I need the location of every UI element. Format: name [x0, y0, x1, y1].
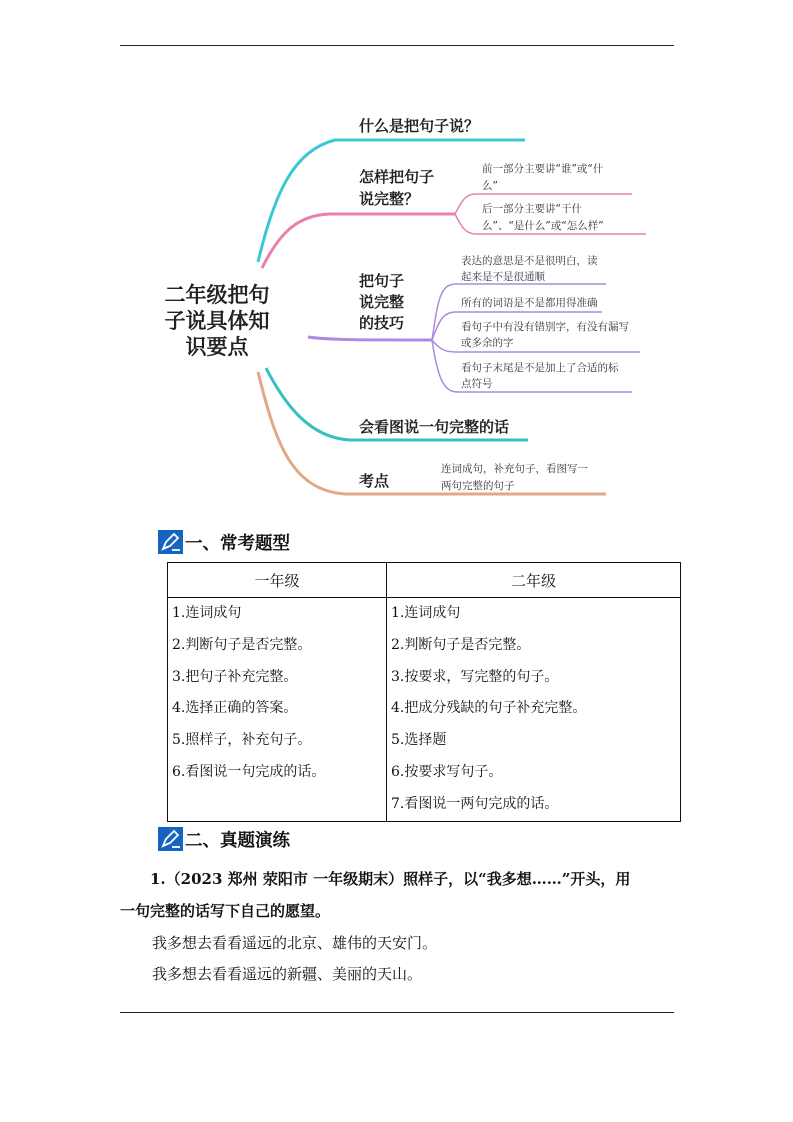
- mind-map: [0, 0, 793, 520]
- branch-3-item-1-line-2: 起来是不是很通顺: [461, 271, 545, 283]
- branch-line-3: [308, 337, 432, 340]
- table-header-grade-2: 二年级: [387, 563, 681, 598]
- section-1-heading: [158, 529, 290, 555]
- grade-1-list: [168, 598, 387, 822]
- section-1-title: 一、常考题型: [185, 533, 290, 554]
- grade-2-list: [387, 598, 681, 822]
- question-prompt-line-2: 一句完整的话写下自己的愿望。: [120, 902, 331, 920]
- list-item: 6.按要求写句子。: [391, 763, 503, 780]
- list-item: 5.照样子，补充句子。: [172, 732, 312, 749]
- branch-3-item-1-line-1: 表达的意思是不是很明白，读: [461, 255, 598, 267]
- list-item: 1.连词成句: [172, 605, 242, 621]
- section-2-title: 二、真题演练: [185, 830, 290, 851]
- list-item: 7.看图说一两句完成的话。: [391, 795, 559, 812]
- list-item: 4.选择正确的答案。: [172, 700, 298, 717]
- branch-4-label: 会看图说一句完整的话: [359, 418, 510, 436]
- branch-2-label-1: 怎样把句子: [359, 168, 435, 186]
- table-header-grade-1: 一年级: [168, 563, 387, 598]
- branch-2-item-2-line-1: 后一部分主要讲“干什: [482, 203, 582, 215]
- bottom-rule: [120, 1012, 674, 1013]
- list-item: 5.选择题: [391, 732, 447, 749]
- list-item: 2.判断句子是否完整。: [391, 636, 531, 653]
- list-item: 2.判断句子是否完整。: [172, 636, 312, 653]
- example-sentence-1: 我多想去看看遥远的北京、雄伟的天安门。: [152, 934, 438, 952]
- branch-3-label-2: 说完整: [359, 293, 405, 311]
- list-item: 6.看图说一句完成的话。: [172, 763, 326, 780]
- branch-3-item-2-line-1: 所有的词语是不是都用得准确: [461, 297, 598, 309]
- center-topic-line-1: 二年级把句: [164, 283, 270, 307]
- question-types-table: [167, 562, 681, 822]
- branch-3-label-1: 把句子: [359, 272, 405, 290]
- branch-2-item-1-line-1: 前一部分主要讲“谁”或“什: [482, 163, 604, 175]
- branch-5-label: 考点: [359, 472, 390, 490]
- center-topic-line-3: 识要点: [185, 335, 249, 359]
- pen-icon: [158, 530, 183, 554]
- branch-2-label-2: 说完整？: [359, 190, 420, 208]
- branch-line-2: [262, 214, 455, 268]
- section-2-heading: [158, 826, 290, 852]
- example-sentence-2: 我多想去看看遥远的新疆、美丽的天山。: [152, 965, 423, 983]
- list-item: 3.按要求，写完整的句子。: [391, 668, 559, 685]
- branch-5-item-line-1: 连词成句，补充句子，看图写一: [441, 463, 588, 475]
- branch-3-item-3-line-2: 或多余的字: [461, 337, 514, 349]
- branch-2-item-2-line-2: 么”、“是什么”或“怎么样”: [482, 220, 604, 232]
- list-item: 3.把句子补充完整。: [172, 668, 298, 685]
- branch-3-item-4-line-2: 点符号: [461, 378, 493, 390]
- list-item: 1.连词成句: [391, 605, 461, 621]
- question-prompt-line-1: 1.（2023 郑州 荥阳市 一年级期末）照样子，以“我多想……”开头，用: [150, 870, 631, 888]
- table-row: [168, 598, 681, 822]
- pen-icon: [158, 827, 183, 851]
- branch-3-label-3: 的技巧: [359, 314, 405, 332]
- branch-5-item-line-2: 两句完整的句子: [441, 480, 515, 492]
- list-item: 4.把成分残缺的句子补充完整。: [391, 700, 587, 717]
- branch-1-label: 什么是把句子说？: [359, 117, 480, 135]
- branch-3-item-3-line-1: 看句子中有没有错别字，有没有漏写: [461, 321, 629, 333]
- branch-2-item-1-line-2: 么”: [482, 180, 498, 192]
- branch-3-item-4-line-1: 看句子末尾是不是加上了合适的标: [461, 362, 619, 374]
- center-topic-line-2: 子说具体知: [164, 309, 270, 333]
